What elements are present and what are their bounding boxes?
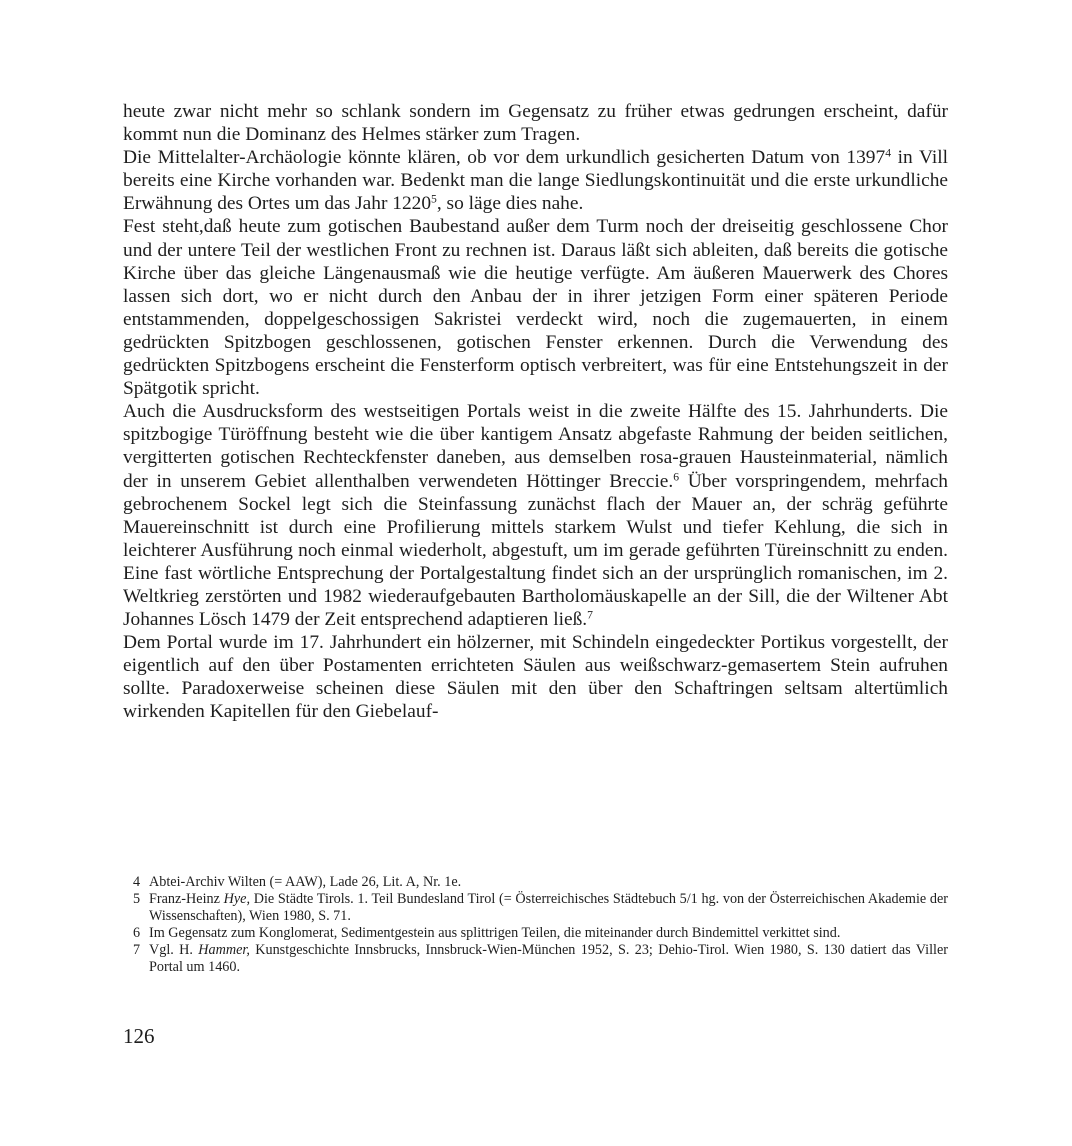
footnote-number: 4 xyxy=(133,874,141,890)
paragraph xyxy=(123,100,948,146)
footnote xyxy=(133,891,948,924)
text-run: Dem Portal wurde im 17. Jahrhundert ein hölzerner, mit Schindeln eingedeckter Portikus vorgestellt, der eigentlich auf den über Postamenten errichteten Säulen aus weißschwarz-gemasertem Stein aufruhen sollte. Paradoxerweise scheinen diese Säulen mit den über den Schaftringen seltsam altertümlich wirkenden Kapitellen für den Giebelauf- xyxy=(123,632,948,723)
text-run: Die Mittelalter-Archäologie könnte klären, ob vor dem urkundlich gesicherten Datum von 1397 xyxy=(123,147,886,169)
text-run: , so läge dies nahe. xyxy=(436,193,584,215)
paragraph xyxy=(123,631,948,723)
author-name: Hye, xyxy=(223,891,250,908)
text-run: Die Städte Tirols. 1. Teil Bundesland Tirol (= Österreichisches Städtebuch 5/1 hg. von der Österreichischen Akademie der Wissenschaften), Wien 1980, S. 71. xyxy=(149,891,949,924)
body-text xyxy=(123,100,948,724)
text-run: heute zwar nicht mehr so schlank sondern im Gegensatz zu früher etwas gedrungen erscheint, dafür kommt nun die Dominanz des Helmes stärker zum Tragen. xyxy=(123,101,948,146)
text-run: Franz-Heinz xyxy=(149,891,224,908)
text-run: Auch die Ausdrucksform des westseitigen Portals weist in die zweite Hälfte des 15. Jahrhunderts. Die spitzbogige Türöffnung besteht wie die über kantigem Ansatz abgefaste Rahmung der beiden seitlichen, vergitterten gotischen Rechteckfenster daneben, aus demselben rosa-grauen Hausteinmaterial, nämlich der in unserem Gebiet allenthalben verwendeten Höttinger Breccie. xyxy=(123,401,948,492)
footnote-text xyxy=(149,874,948,891)
page-number: 126 xyxy=(123,1024,155,1048)
footnote-number: 6 xyxy=(133,924,141,941)
text-run: Über vorspringendem, mehrfach gebrochenem Sockel legt sich die Steinfassung zunächst flach der Mauer an, der schräg geführte Mauereinschnitt ist durch eine Profilierung mittels starkem Wulst und tiefer Kehlung, die sich in leichterer Ausführung noch einmal wiederholt, abgestuft, um im gerade geführten Türeinschnitt zu enden. Eine fast wörtliche Entsprechung der Portalgestaltung findet sich an der ursprünglich romanischen, im 2. Weltkrieg zerstörten und 1982 wiederaufgebauten Bartholomäuskapelle an der Sill, die der Wiltener Abt Johannes Lösch 1479 der Zeit entsprechend adaptieren ließ. xyxy=(123,470,948,631)
paragraph xyxy=(123,215,948,400)
footnote-text xyxy=(149,942,948,975)
text-run: Fest steht,daß heute zum gotischen Baubestand außer dem Turm noch der dreiseitig geschlossene Chor und der untere Teil der westlichen Front zu rechnen ist. Daraus läßt sich ableiten, daß bereits die gotische Kirche über das gleiche Längenausmaß wie die heutige verfügte. Am äußeren Mauerwerk des Chores lassen sich dort, wo er nicht durch den Anbau der in ihrer jetzigen Form einer späteren Periode entstammenden, doppelgeschossigen Sakristei verdeckt wird, noch die zugemauerten, in einem gedrückten Spitzbogen geschlossenen, gotischen Fenster erkennen. Durch die Verwendung des gedrückten Spitzbogens erscheint die Fensterform optisch verbreitert, was für eine Entstehungszeit in der Spätgotik spricht. xyxy=(123,216,948,400)
footnote-number: 7 xyxy=(133,942,141,959)
footnote-reference: 7 xyxy=(587,608,593,622)
author-name: Hammer, xyxy=(198,942,250,959)
footnotes xyxy=(133,874,948,976)
footnote-reference: 5 xyxy=(431,192,437,206)
text-run: Abtei-Archiv Wilten (= AAW), Lade 26, Lit. A, Nr. 1e. xyxy=(149,874,462,890)
text-run: Vgl. H. xyxy=(149,942,199,959)
text-run: Kunstgeschichte Innsbrucks, Innsbruck-Wien-München 1952, S. 23; Dehio-Tirol. Wien 1980, S. 130 datiert das Viller Portal um 1460. xyxy=(149,942,948,975)
text-run: in Vill bereits eine Kirche vorhanden war. Bedenkt man die lange Siedlungskontinuität und die erste urkundliche Erwähnung des Ortes um das Jahr 1220 xyxy=(123,147,948,215)
footnote-text xyxy=(149,891,948,924)
footnote-reference: 4 xyxy=(885,146,892,160)
footnote-number: 5 xyxy=(133,891,141,908)
footnote xyxy=(133,925,948,942)
text-run: Im Gegensatz zum Konglomerat, Sedimentgestein aus splittrigen Teilen, die miteinander durch Bindemittel verkittet sind. xyxy=(149,924,841,941)
paragraph xyxy=(123,400,948,631)
paragraph xyxy=(123,146,948,215)
footnote-text xyxy=(149,925,948,942)
footnote-reference: 6 xyxy=(673,470,680,484)
footnote xyxy=(133,874,948,891)
footnote xyxy=(133,942,948,975)
